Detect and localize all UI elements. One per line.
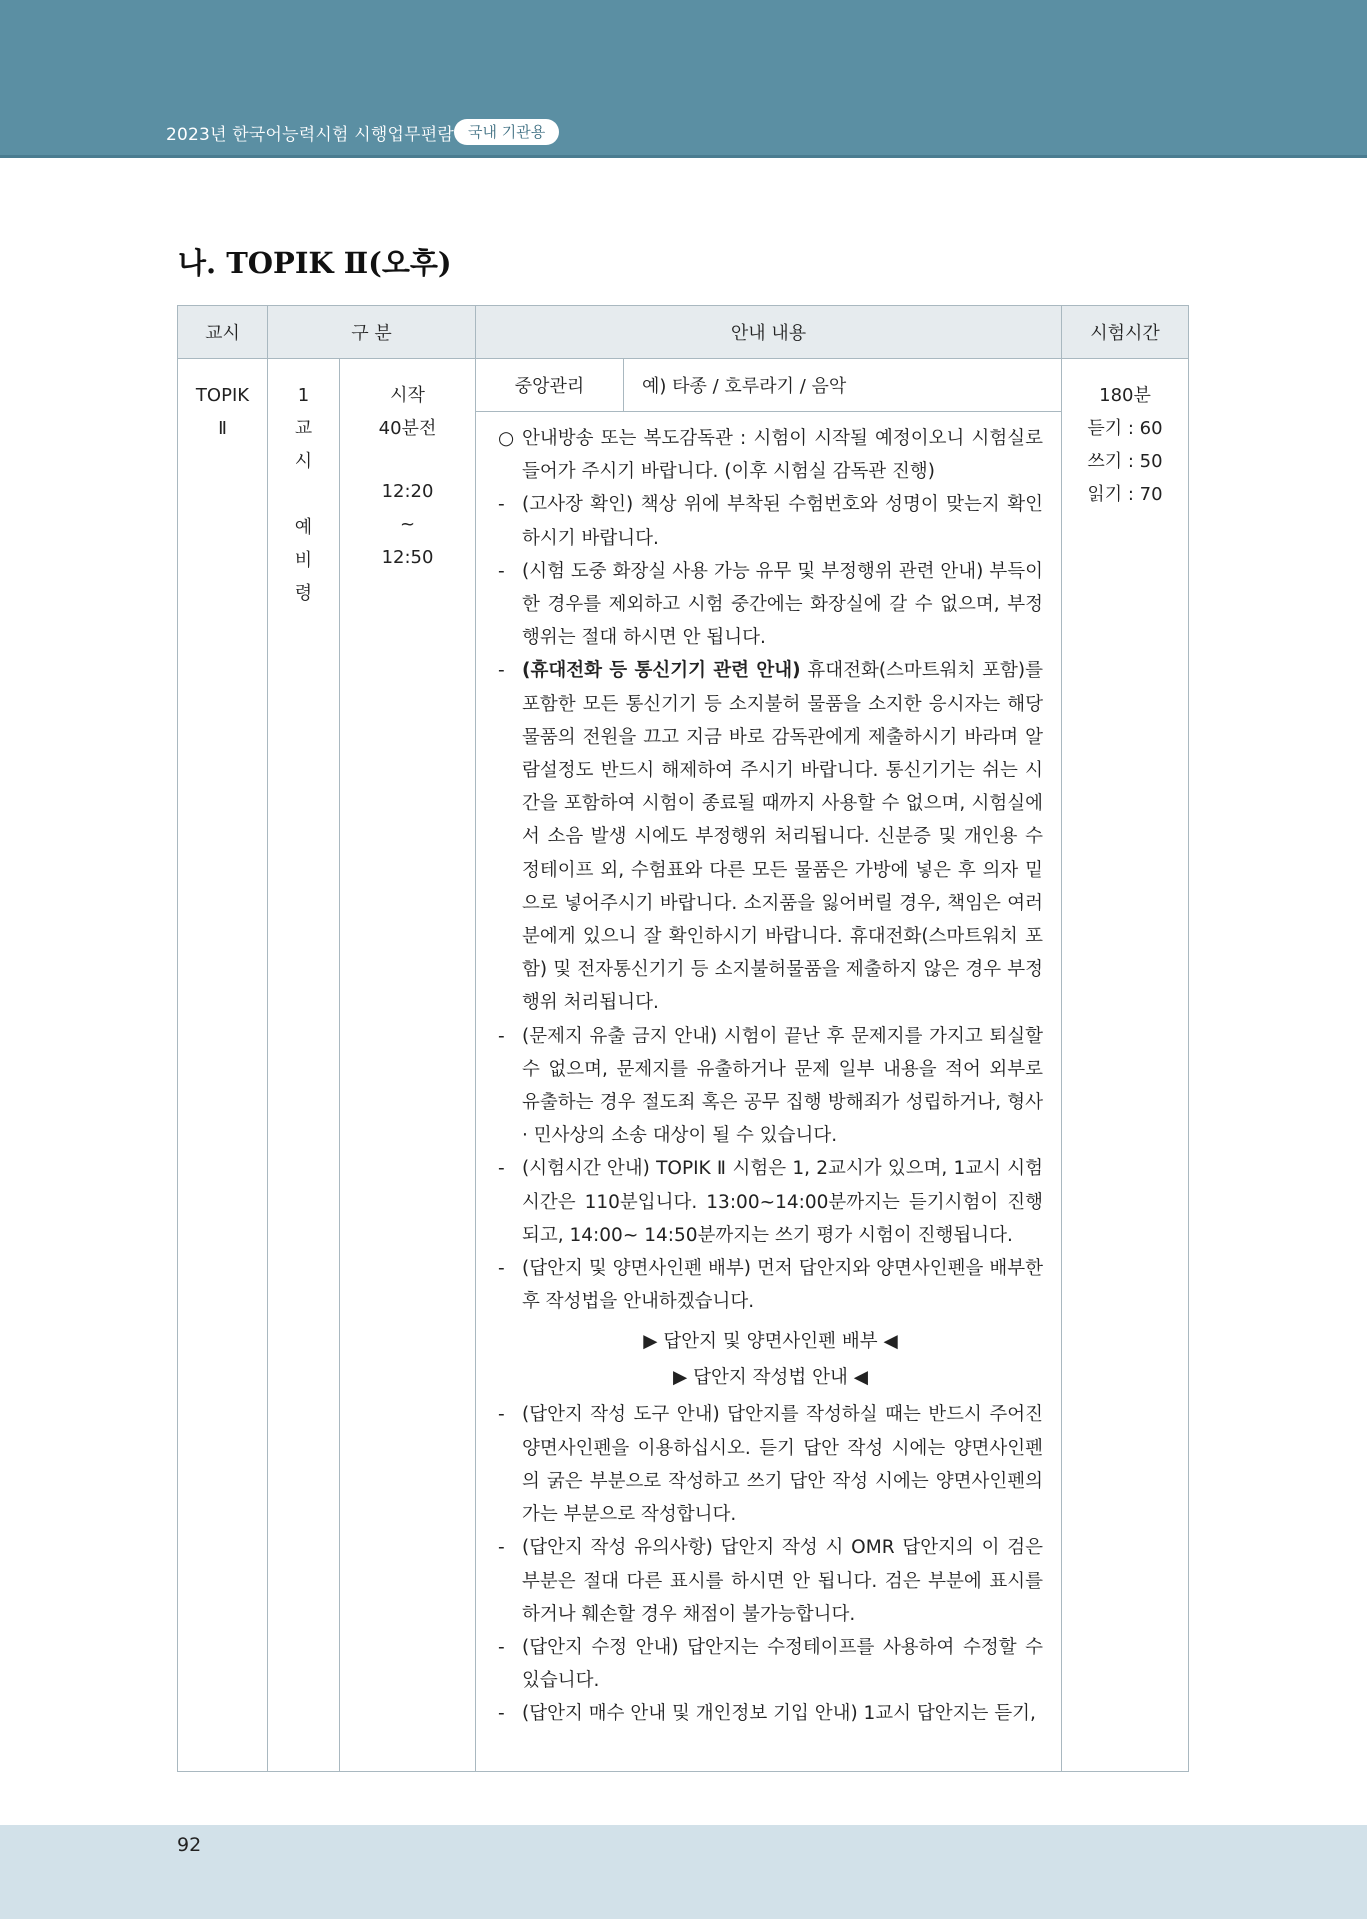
paragraph-text: (고사장 확인) 책상 위에 부착된 수험번호와 성명이 맞는지 확인하시기 바랍니다. <box>522 494 1043 549</box>
page-number: 92 <box>177 1834 202 1856</box>
paragraph-marker: - <box>498 1703 505 1725</box>
exam-name-line: TOPIK <box>195 385 250 406</box>
guidance-paragraph <box>498 555 1043 655</box>
time-line: 180분 <box>1099 385 1151 406</box>
exam-name-line: Ⅱ <box>218 418 227 439</box>
paragraph-text: (시험 도중 화장실 사용 가능 유무 및 부정행위 관련 안내) 부득이한 경우를 제외하고 시험 중간에는 화장실에 갈 수 없으며, 부정행위는 절대 하시면 안 됩니다. <box>522 560 1043 649</box>
period-char <box>269 478 338 511</box>
period-cell <box>268 359 340 1772</box>
paragraph-text <box>522 654 1043 1019</box>
paragraph-text: (답안지 및 양면사인펜 배부) 먼저 답안지와 양면사인펜을 배부한 후 작성법을 안내하겠습니다. <box>522 1258 1043 1313</box>
period-char: 교 <box>294 418 313 439</box>
paragraph-marker: - <box>498 1404 505 1426</box>
exam-name-cell <box>178 359 268 1772</box>
exam-time-cell <box>1062 359 1189 1772</box>
header-content: 안내 내용 <box>476 306 1062 359</box>
management-value: 예) 타종 / 호루라기 / 음악 <box>624 359 1062 412</box>
document-title: 2023년 한국어능력시험 시행업무편람 <box>166 125 454 145</box>
paragraph-marker: - <box>498 1258 505 1280</box>
paragraph-text: (시험시간 안내) TOPIK Ⅱ 시험은 1, 2교시가 있으며, 1교시 시험시간은 110분입니다. 13:00~14:00분까지는 듣기시험이 진행되고, 14:00~ 14:50분까지는 쓰기 평가 시험이 진행됩니다. <box>522 1158 1043 1246</box>
guidance-paragraph <box>498 1631 1043 1697</box>
schedule-table <box>177 305 1189 1772</box>
table-header-row <box>178 306 1189 359</box>
step-line: ▶ 답안지 작성법 안내 ◀ <box>673 1367 868 1389</box>
paragraph-marker: - <box>498 1158 505 1180</box>
time-line: 쓰기 : 50 <box>1087 451 1163 472</box>
period-char: 예 <box>294 517 313 538</box>
guidance-paragraph <box>498 1697 1043 1730</box>
step-line: ▶ 답안지 및 양면사인펜 배부 ◀ <box>643 1331 898 1353</box>
header-period: 교시 <box>178 306 268 359</box>
paragraph-marker: - <box>498 1636 505 1658</box>
paragraph-text: 안내방송 또는 복도감독관 : 시험이 시작될 예정이오니 시험실로 들어가 주시기 바랍니다. (이후 시험실 감독관 진행) <box>522 428 1043 483</box>
start-line: 시작 <box>390 385 425 406</box>
paragraph-marker: - <box>498 1025 505 1047</box>
table-row <box>178 359 1189 412</box>
period-char: 령 <box>294 583 313 604</box>
period-char: 시 <box>294 451 313 472</box>
guidance-content <box>476 412 1062 1772</box>
paragraph-body: 휴대전화(스마트워치 포함)를 포함한 모든 통신기기 등 소지불허 물품을 소지한 응시자는 해당 물품의 전원을 끄고 지금 바로 감독관에게 제출하시기 바라며 알람설정도 반드시 해제하여 주시기 바랍니다. 통신기기는 쉬는 시간을 포함하여 시험이 종료될 때까지 사용할 수 없으며, 시험실에서 소음 발생 시에도 부정행위 처리됩니다. 신분증 및 개인용 수정테이프 외, 수험표와 다른 모든 물품은 가방에 넣은 후 의자 밑으로 넣어주시기 바랍니다. 소지품을 잃어버릴 경우, 책임은 여러분에게 있으니 잘 확인하시기 바랍니다. 휴대전화(스마트워치 포함) 및 전자통신기기 등 소지불허물품을 제출하지 않은 경우 부정행위 처리됩니다. <box>522 660 1043 1014</box>
guidance-paragraph <box>498 1152 1043 1252</box>
section-title: 나. TOPIK Ⅱ(오후) <box>178 246 452 280</box>
header-category: 구 분 <box>268 306 476 359</box>
paragraph-text: (답안지 수정 안내) 답안지는 수정테이프를 사용하여 수정할 수 있습니다. <box>522 1636 1043 1692</box>
start-time-cell <box>340 359 476 1772</box>
guidance-paragraph <box>498 654 1043 1019</box>
start-line: 12:20 <box>381 481 434 502</box>
start-line: 40분전 <box>378 418 437 439</box>
distribution-steps <box>498 1318 1043 1398</box>
period-char: 비 <box>294 550 313 571</box>
guidance-paragraph <box>498 1020 1043 1153</box>
paragraph-marker: - <box>498 1537 505 1559</box>
paragraph-text: (문제지 유출 금지 안내) 시험이 끝난 후 문제지를 가지고 퇴실할 수 없으며, 문제지를 유출하거나 문제 일부 내용을 적어 외부로 유출하는 경우 절도죄 혹은 공무 집행 방해죄가 성립하거나, 형사 · 민사상의 소송 대상이 될 수 있습니다. <box>522 1025 1043 1147</box>
start-line <box>341 445 474 475</box>
paragraph-text: (답안지 매수 안내 및 개인정보 기입 안내) 1교시 답안지는 듣기, <box>522 1703 1036 1725</box>
paragraph-bold-lead: (휴대전화 등 통신기기 관련 안내) <box>522 660 801 682</box>
period-char: 1 <box>297 385 310 406</box>
guidance-paragraph <box>498 422 1043 488</box>
guidance-paragraph <box>498 1252 1043 1318</box>
paragraph-marker: - <box>498 560 505 582</box>
paragraph-marker: - <box>498 660 505 682</box>
header-time: 시험시간 <box>1062 306 1189 359</box>
paragraph-marker: - <box>498 494 505 516</box>
paragraph-marker: ○ <box>498 428 515 449</box>
footer-band <box>0 1825 1367 1919</box>
start-line: ~ <box>399 514 416 535</box>
guidance-paragraph <box>498 1398 1043 1531</box>
guidance-paragraph <box>498 488 1043 554</box>
time-line: 읽기 : 70 <box>1087 484 1163 505</box>
paragraph-text: (답안지 작성 유의사항) 답안지 작성 시 OMR 답안지의 이 검은 부분은 절대 다른 표시를 하시면 안 됩니다. 검은 부분에 표시를 하거나 훼손할 경우 채점이 불가능합니다. <box>522 1537 1043 1625</box>
management-label: 중앙관리 <box>476 359 624 412</box>
start-line: 12:50 <box>381 547 434 568</box>
audience-badge: 국내 기관용 <box>454 119 559 145</box>
guidance-paragraph <box>498 1531 1043 1631</box>
time-line: 듣기 : 60 <box>1087 418 1163 439</box>
paragraph-text: (답안지 작성 도구 안내) 답안지를 작성하실 때는 반드시 주어진 양면사인펜을 이용하십시오. 듣기 답안 작성 시에는 양면사인펜의 굵은 부분으로 작성하고 쓰기 답안 작성 시에는 양면사인펜의 가는 부분으로 작성합니다. <box>522 1404 1043 1526</box>
